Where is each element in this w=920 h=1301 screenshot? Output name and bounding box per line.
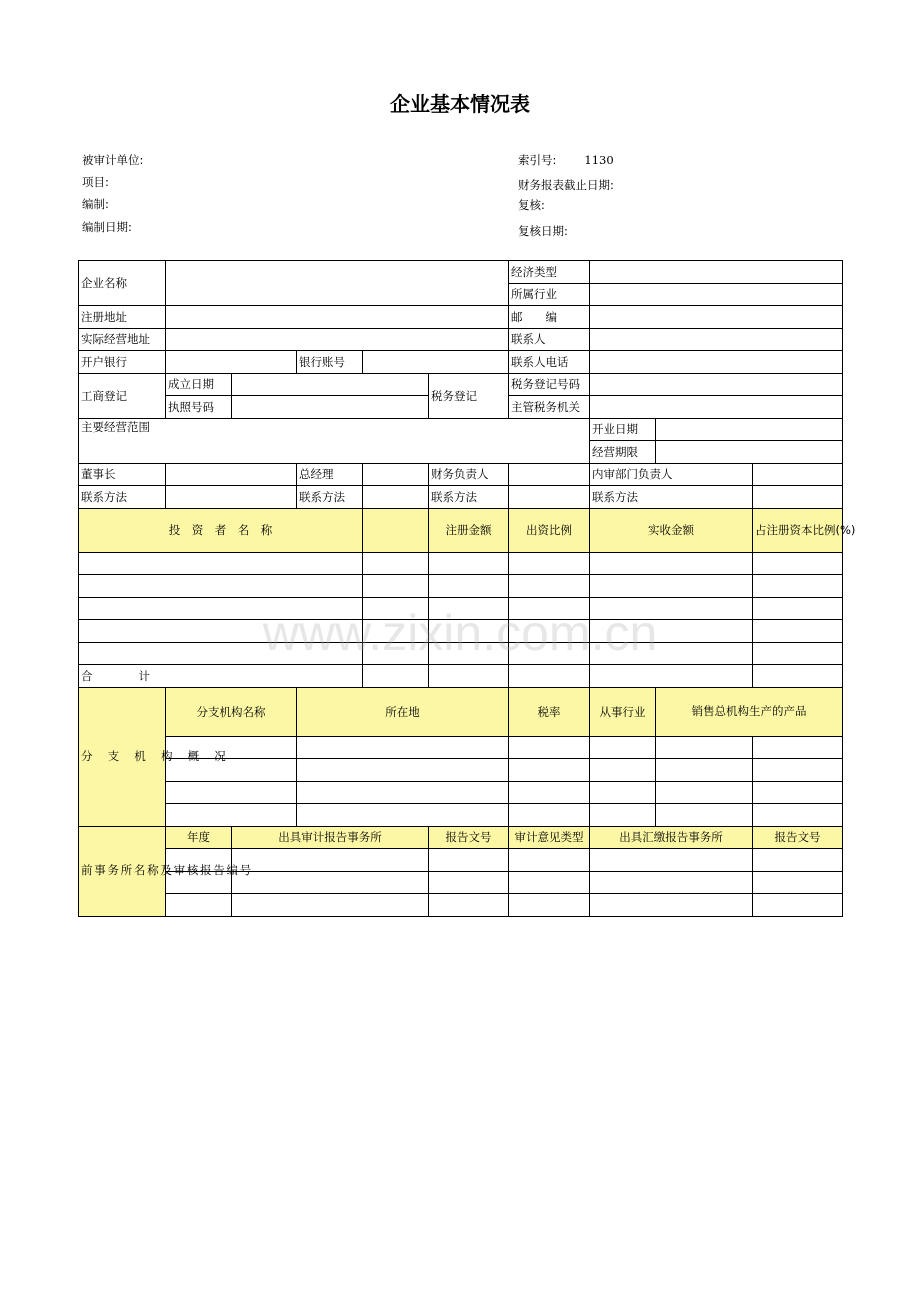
investor-cell[interactable]: [509, 620, 590, 643]
branch-cell[interactable]: [656, 781, 753, 804]
investor-cell[interactable]: [509, 575, 590, 598]
investor-cell[interactable]: [753, 552, 843, 575]
registered-amount-header: 注册金额: [429, 508, 509, 552]
branch-cell[interactable]: [590, 781, 656, 804]
total-cell[interactable]: [590, 665, 753, 688]
branch-cell[interactable]: [590, 804, 656, 827]
total-label: 合 计: [79, 665, 363, 688]
index-no-value: 1130: [584, 153, 614, 167]
branch-cell[interactable]: [656, 736, 753, 759]
investor-name-cell[interactable]: [79, 597, 363, 620]
prior-firm-cell[interactable]: [509, 894, 590, 917]
postcode-cell[interactable]: [590, 306, 843, 329]
gm-cell[interactable]: [363, 463, 429, 486]
bank-account-cell[interactable]: [363, 351, 509, 374]
branch-tax-rate-header: 税率: [509, 687, 590, 736]
report-no-header: 报告文号: [429, 826, 509, 849]
settlement-report-no-header: 报告文号: [753, 826, 843, 849]
total-cell[interactable]: [363, 665, 429, 688]
main-scope-label: 主要经营范围: [79, 418, 590, 463]
table-row: [79, 804, 843, 827]
investor-name-cell[interactable]: [79, 575, 363, 598]
company-name-label: 企业名称: [79, 261, 166, 306]
investor-cell[interactable]: [753, 575, 843, 598]
investor-cell[interactable]: [509, 597, 590, 620]
branch-cell[interactable]: [297, 781, 509, 804]
capital-ratio-header: 占注册资本比例(%): [753, 508, 843, 552]
table-row: [79, 894, 843, 917]
investor-blank-header: [363, 508, 429, 552]
investor-name-cell[interactable]: [79, 620, 363, 643]
branch-location-header: 所在地: [297, 687, 509, 736]
industry-cell[interactable]: [590, 283, 843, 306]
prior-firm-cell[interactable]: [429, 871, 509, 894]
investor-cell[interactable]: [363, 597, 429, 620]
tax-authority-label: 主管税务机关: [509, 396, 590, 419]
branch-cell[interactable]: [590, 736, 656, 759]
watermark: www.zixin.com.cn: [262, 605, 658, 661]
gm-label: 总经理: [297, 463, 363, 486]
reg-address-cell[interactable]: [166, 306, 509, 329]
index-no-label: 索引号:: [518, 153, 557, 167]
license-no-cell[interactable]: [232, 396, 429, 419]
tax-reg-no-cell[interactable]: [590, 373, 843, 396]
gm-contact-label: 联系方法: [297, 486, 363, 509]
branch-sell-hq-products-header: 销售总机构生产的产品: [656, 687, 843, 736]
tax-authority-cell[interactable]: [590, 396, 843, 419]
investor-cell[interactable]: [509, 552, 590, 575]
open-date-label: 开业日期: [590, 418, 656, 441]
branch-cell[interactable]: [590, 759, 656, 782]
company-info-table: [78, 260, 856, 917]
contribution-ratio-header: 出资比例: [509, 508, 590, 552]
table-row: [79, 642, 843, 665]
branch-cell[interactable]: [509, 804, 590, 827]
est-date-label: 成立日期: [166, 373, 232, 396]
contact-label: 联系人: [509, 328, 590, 351]
industry-label: 所属行业: [509, 283, 590, 306]
branch-cell[interactable]: [753, 781, 843, 804]
cfo-contact-label: 联系方法: [429, 486, 509, 509]
total-cell[interactable]: [509, 665, 590, 688]
total-row: [79, 665, 843, 688]
chairman-cell[interactable]: [166, 463, 297, 486]
investor-cell[interactable]: [590, 552, 753, 575]
prior-firm-cell[interactable]: [232, 849, 429, 872]
year-header: 年度: [166, 826, 232, 849]
investor-name-cell[interactable]: [79, 642, 363, 665]
internal-audit-contact-label: 联系方法: [590, 486, 753, 509]
bank-label: 开户银行: [79, 351, 166, 374]
investor-cell[interactable]: [590, 597, 753, 620]
economic-type-cell[interactable]: [590, 261, 843, 284]
audited-unit-label: 被审计单位:: [82, 153, 144, 167]
investor-cell[interactable]: [363, 642, 429, 665]
total-cell[interactable]: [753, 665, 843, 688]
branch-cell[interactable]: [656, 759, 753, 782]
op-address-label: 实际经营地址: [79, 328, 166, 351]
investor-cell[interactable]: [429, 597, 509, 620]
investor-cell[interactable]: [590, 575, 753, 598]
branch-cell[interactable]: [753, 804, 843, 827]
branch-cell[interactable]: [509, 781, 590, 804]
contact-cell[interactable]: [590, 328, 843, 351]
investor-cell[interactable]: [753, 642, 843, 665]
prior-firm-cell[interactable]: [232, 894, 429, 917]
branch-cell[interactable]: [509, 759, 590, 782]
investor-name-cell[interactable]: [79, 552, 363, 575]
branch-cell[interactable]: [509, 736, 590, 759]
internal-audit-label: 内审部门负责人: [590, 463, 753, 486]
prepared-by-label: 编制:: [82, 197, 109, 211]
tax-reg-label: 税务登记: [429, 373, 509, 418]
branch-cell[interactable]: [753, 759, 843, 782]
contact-phone-cell[interactable]: [590, 351, 843, 374]
investor-cell[interactable]: [429, 552, 509, 575]
company-name-cell[interactable]: [166, 261, 509, 306]
op-address-cell[interactable]: [166, 328, 509, 351]
statement-date-label: 财务报表截止日期:: [518, 178, 614, 192]
prior-firm-label: 前事务所名称及审核报告编号: [79, 826, 166, 916]
investor-cell[interactable]: [590, 620, 753, 643]
tax-reg-no-label: 税务登记号码: [509, 373, 590, 396]
op-period-cell[interactable]: [656, 441, 843, 464]
branch-cell[interactable]: [656, 804, 753, 827]
internal-audit-contact-cell[interactable]: [753, 486, 843, 509]
investor-cell[interactable]: [753, 597, 843, 620]
total-cell[interactable]: [429, 665, 509, 688]
page-title: 企业基本情况表: [390, 92, 530, 116]
investor-cell[interactable]: [753, 620, 843, 643]
investor-cell[interactable]: [363, 552, 429, 575]
project-label: 项目:: [82, 175, 109, 189]
branch-cell[interactable]: [297, 804, 509, 827]
branch-cell[interactable]: [297, 736, 509, 759]
investor-cell[interactable]: [429, 620, 509, 643]
settlement-report-firm-header: 出具汇缴报告事务所: [590, 826, 753, 849]
prior-firm-cell[interactable]: [590, 871, 753, 894]
branch-cell[interactable]: [166, 781, 297, 804]
table-row: [79, 781, 843, 804]
reviewed-by-label: 复核:: [518, 198, 545, 212]
investor-name-header: 投 资 者 名 称: [79, 508, 363, 552]
branch-cell[interactable]: [753, 736, 843, 759]
investor-cell[interactable]: [429, 642, 509, 665]
investor-cell[interactable]: [363, 575, 429, 598]
table-row: [79, 575, 843, 598]
investor-cell[interactable]: [363, 620, 429, 643]
chairman-label: 董事长: [79, 463, 166, 486]
prior-firm-cell[interactable]: [753, 849, 843, 872]
prior-firm-cell[interactable]: [753, 894, 843, 917]
license-no-label: 执照号码: [166, 396, 232, 419]
bank-cell[interactable]: [166, 351, 297, 374]
postcode-label: 邮 编: [509, 306, 590, 329]
table-row: [79, 597, 843, 620]
investor-cell[interactable]: [590, 642, 753, 665]
table-row: [79, 552, 843, 575]
economic-type-label: 经济类型: [509, 261, 590, 284]
audit-report-firm-header: 出具审计报告事务所: [232, 826, 429, 849]
chairman-contact-label: 联系方法: [79, 486, 166, 509]
index-no: [518, 152, 614, 168]
prior-firm-cell[interactable]: [509, 849, 590, 872]
prior-firm-cell[interactable]: [590, 849, 753, 872]
biz-reg-label: 工商登记: [79, 373, 166, 418]
contact-phone-label: 联系人电话: [509, 351, 590, 374]
cfo-contact-cell[interactable]: [509, 486, 590, 509]
branch-cell[interactable]: [297, 759, 509, 782]
gm-contact-cell[interactable]: [363, 486, 429, 509]
prior-firm-cell[interactable]: [509, 871, 590, 894]
reg-address-label: 注册地址: [79, 306, 166, 329]
branches-label: 分 支 机 构 概 况: [79, 687, 166, 826]
prior-firm-cell[interactable]: [753, 871, 843, 894]
chairman-contact-cell[interactable]: [166, 486, 297, 509]
branch-cell[interactable]: [166, 804, 297, 827]
cfo-label: 财务负责人: [429, 463, 509, 486]
prior-firm-cell[interactable]: [590, 894, 753, 917]
prior-firm-cell[interactable]: [166, 894, 232, 917]
branch-industry-header: 从事行业: [590, 687, 656, 736]
prior-firm-cell[interactable]: [232, 871, 429, 894]
branch-name-header: 分支机构名称: [166, 687, 297, 736]
prior-firm-cell[interactable]: [429, 849, 509, 872]
prior-firm-cell[interactable]: [429, 894, 509, 917]
investor-cell[interactable]: [509, 642, 590, 665]
table-row: [79, 620, 843, 643]
cfo-cell[interactable]: [509, 463, 590, 486]
prepared-date-label: 编制日期:: [82, 220, 132, 234]
est-date-cell[interactable]: [232, 373, 429, 396]
internal-audit-cell[interactable]: [753, 463, 843, 486]
review-date-label: 复核日期:: [518, 224, 568, 238]
bank-account-label: 银行账号: [297, 351, 363, 374]
open-date-cell[interactable]: [656, 418, 843, 441]
op-period-label: 经营期限: [590, 441, 656, 464]
investor-cell[interactable]: [429, 575, 509, 598]
paid-in-amount-header: 实收金额: [590, 508, 753, 552]
audit-opinion-type-header: 审计意见类型: [509, 826, 590, 849]
